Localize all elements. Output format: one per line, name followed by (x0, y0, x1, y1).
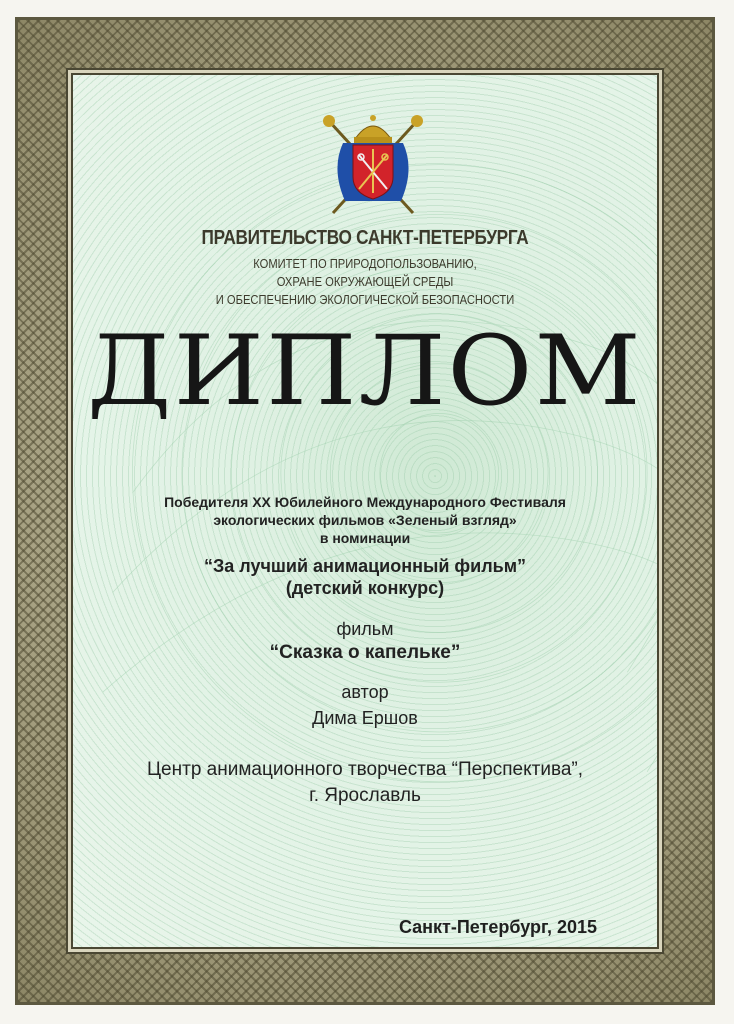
ornamental-frame (15, 17, 715, 1005)
certificate-field (71, 73, 659, 949)
winner-line: в номинации (319, 530, 411, 546)
winner-line: экологических фильмов «Зеленый взгляд» (213, 512, 517, 528)
organization-line: г. Ярославль (309, 785, 421, 806)
film-title: “Сказка о капельке” (269, 642, 461, 663)
author-name: Дима Ершов (312, 708, 418, 728)
committee-line: ОХРАНЕ ОКРУЖАЮЩЕЙ СРЕДЫ (276, 274, 454, 289)
organization (73, 757, 657, 809)
author-label: автор (341, 682, 389, 702)
winner-line: Победителя XX Юбилейного Международного Фестиваля (164, 494, 566, 510)
committee-line: КОМИТЕТ ПО ПРИРОДОПОЛЬЗОВАНИЮ, (253, 256, 477, 271)
committee-name (114, 255, 616, 309)
winner-statement (73, 493, 657, 547)
committee-line: И ОБЕСПЕЧЕНИЮ ЭКОЛОГИЧЕСКОЙ БЕЗОПАСНОСТИ (215, 292, 515, 307)
film-label: фильм (336, 619, 394, 639)
diploma-heading: ДИПЛОМ (87, 315, 643, 427)
coat-of-arms-icon (321, 109, 425, 219)
government-title: ПРАВИТЕЛЬСТВО САНКТ-ПЕТЕРБУРГА (201, 227, 529, 249)
nomination-line: (детский конкурс) (285, 578, 445, 598)
nomination (73, 555, 657, 599)
nomination-line: “За лучший анимационный фильм” (203, 556, 527, 576)
organization-line: Центр анимационного творчества “Перспектива”, (147, 759, 583, 780)
city-and-year: Санкт-Петербург, 2015 (398, 917, 597, 937)
